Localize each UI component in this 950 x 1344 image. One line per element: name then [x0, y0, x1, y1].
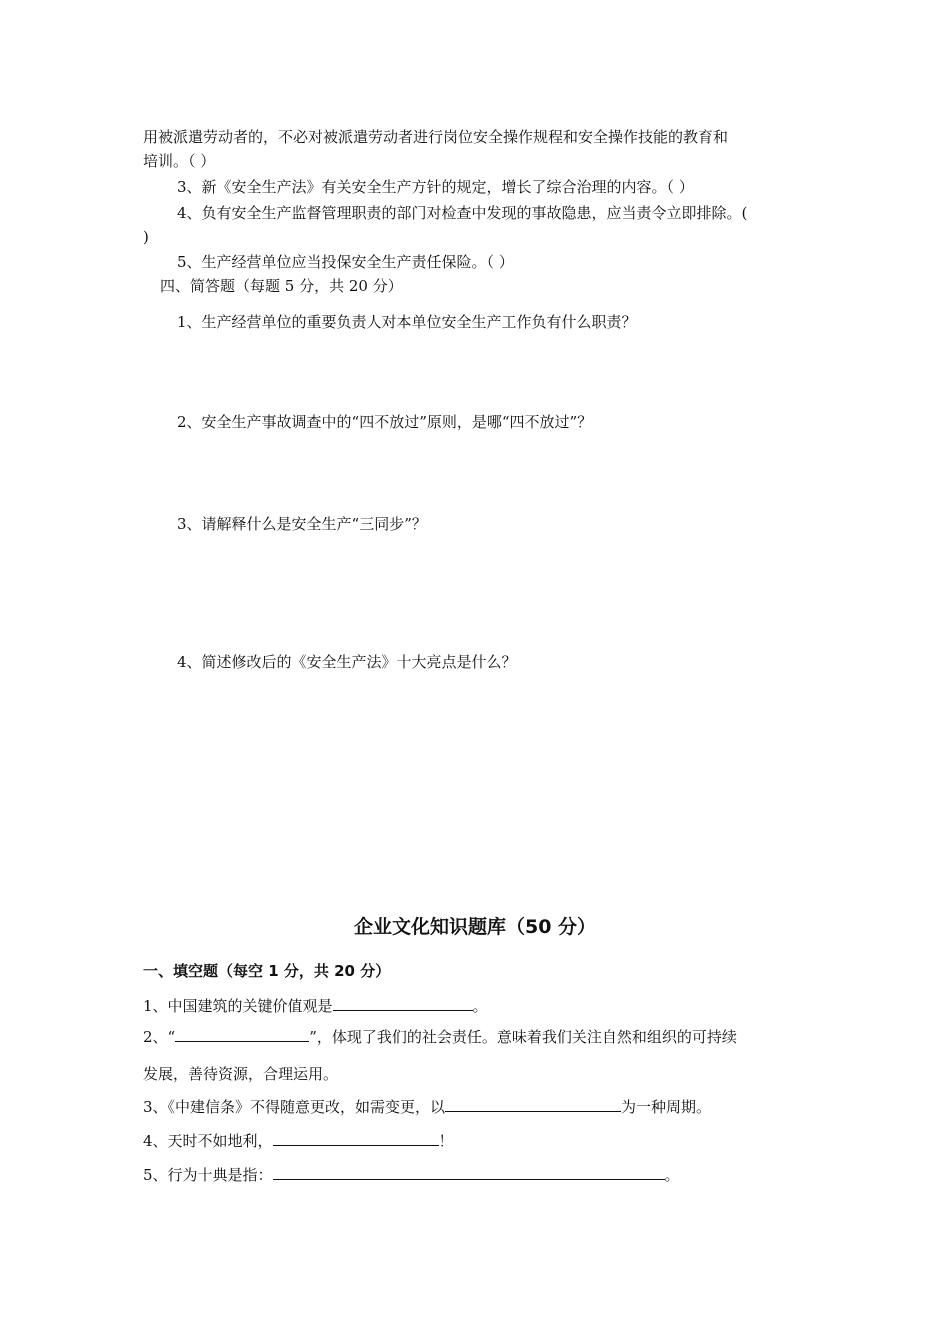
- fill-q2-line2: 发展，善待资源，合理运用。: [143, 1065, 339, 1083]
- fill-q5-text: 5、行为十典是指：: [143, 1166, 273, 1184]
- short-answer-q2: 2、安全生产事故调查中的“四不放过”原则，是哪“四不放过”？: [177, 413, 593, 431]
- short-answer-q4: 4、简述修改后的《安全生产法》十大亮点是什么？: [177, 653, 517, 671]
- judge-q2-line1: 用被派遣劳动者的，不必对被派遣劳动者进行岗位安全操作规程和安全操作技能的教育和: [143, 128, 729, 146]
- judge-q4-line2: ): [143, 228, 149, 246]
- fill-q3-end: 为一种周期。: [621, 1098, 712, 1116]
- judge-q2-line2: 培训。（ ）: [143, 152, 216, 170]
- fill-q4-text: 4、天时不如地利，: [143, 1132, 273, 1150]
- fill-q3: [143, 1097, 711, 1117]
- fill-q2-blank[interactable]: [175, 1027, 309, 1042]
- fill-q1-blank[interactable]: [333, 996, 473, 1011]
- short-answer-q3: 3、请解释什么是安全生产“三同步”？: [177, 515, 427, 533]
- fill-q4-blank[interactable]: [273, 1131, 439, 1146]
- fill-q1-end: 。: [472, 997, 488, 1015]
- fill-q3-blank[interactable]: [445, 1097, 621, 1112]
- fill-q2-text: 2、“: [143, 1028, 176, 1046]
- fill-q2-end: ”，体现了我们的社会责任。意味着我们关注自然和组织的可持续: [309, 1028, 737, 1046]
- fill-q5-end: 。: [664, 1166, 680, 1184]
- short-answer-heading: 四、简答题（每题 5 分，共 20 分）: [160, 277, 403, 295]
- fill-q5-blank[interactable]: [273, 1165, 665, 1180]
- culture-section1-heading: 一、填空题（每空 1 分，共 20 分）: [143, 962, 391, 980]
- judge-q5: 5、生产经营单位应当投保安全生产责任保险。（ ）: [177, 253, 514, 271]
- fill-q1-text: 1、中国建筑的关键价值观是: [143, 997, 333, 1015]
- short-answer-q1: 1、生产经营单位的重要负责人对本单位安全生产工作负有什么职责？: [177, 313, 637, 331]
- fill-q3-text: 3、《中建信条》不得随意更改，如需变更，以: [143, 1098, 446, 1116]
- culture-title: 企业文化知识题库（50 分）: [353, 916, 597, 938]
- fill-q1: [143, 996, 488, 1016]
- fill-q5: [143, 1165, 680, 1185]
- fill-q2: [143, 1027, 737, 1047]
- judge-q3: 3、新《安全生产法》有关安全生产方针的规定，增长了综合治理的内容。（ ）: [177, 178, 694, 196]
- fill-q4: [143, 1131, 454, 1151]
- fill-q4-end: ！: [438, 1132, 454, 1150]
- judge-q4-line1: 4、负有安全生产监督管理职责的部门对检查中发现的事故隐患，应当责令立即排除。(: [177, 204, 748, 222]
